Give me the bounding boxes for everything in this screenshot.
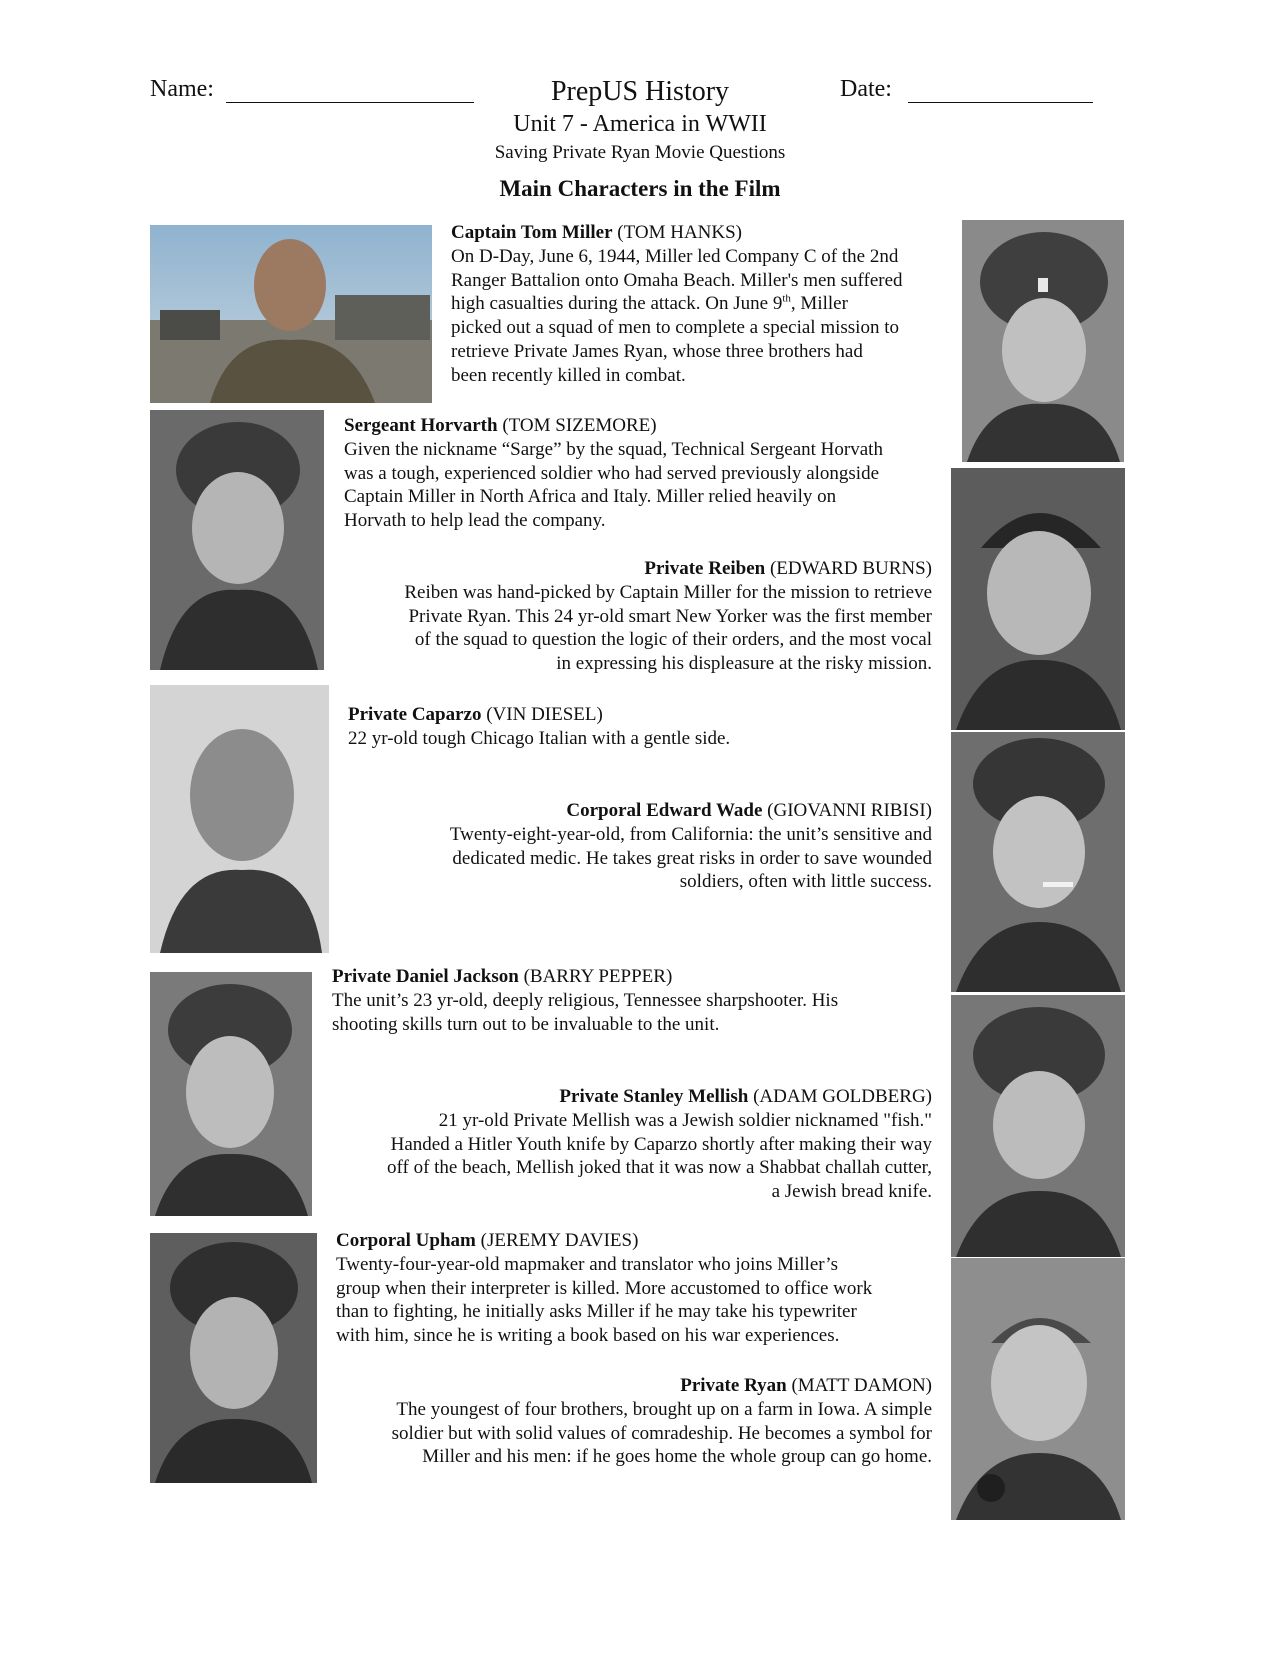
- actor-name: (TOM SIZEMORE): [502, 415, 657, 436]
- bio-line: On D-Day, June 6, 1944, Miller led Company C of the 2nd: [451, 245, 899, 267]
- bio-line: with him, since he is writing a book based on his war experiences.: [336, 1325, 840, 1347]
- character-name: Private Reiben: [644, 558, 766, 579]
- actor-name: (BARRY PEPPER): [523, 966, 673, 987]
- bio-line: Twenty-eight-year-old, from California: the unit’s sensitive and: [449, 823, 932, 845]
- bio-miller: [451, 221, 947, 388]
- photo-upham: [150, 1233, 317, 1483]
- bio-mellish: [330, 1085, 932, 1204]
- bio-line: Captain Miller in North Africa and Italy. Miller relied heavily on: [344, 486, 837, 508]
- photo-miller-beach: [150, 225, 432, 403]
- character-name: Private Stanley Mellish: [559, 1086, 749, 1107]
- date-field: [840, 76, 1093, 103]
- actor-name: (JEREMY DAVIES): [480, 1230, 639, 1251]
- bio-line: group when their interpreter is killed. More accustomed to office work: [336, 1277, 873, 1299]
- unit-title: Unit 7 - America in WWII: [513, 111, 767, 137]
- photo-jackson: [150, 972, 312, 1216]
- bio-line: in expressing his displeasure at the risky mission.: [556, 653, 932, 675]
- character-name: Private Daniel Jackson: [332, 966, 519, 987]
- actor-name: (MATT DAMON): [791, 1375, 932, 1396]
- photo-horvath: [150, 410, 324, 670]
- bio-wade: [340, 799, 932, 894]
- bio-line: Handed a Hitler Youth knife by Caparzo shortly after making their way: [390, 1133, 932, 1155]
- bio-line: Given the nickname “Sarge” by the squad, Technical Sergeant Horvath: [344, 438, 883, 460]
- subtitle: Saving Private Ryan Movie Questions: [494, 142, 786, 163]
- bio-line: off of the beach, Mellish joked that it was now a Shabbat challah cutter,: [387, 1157, 932, 1179]
- bio-line: soldier but with solid values of comradeship. He becomes a symbol for: [391, 1422, 932, 1444]
- bio-line: been recently killed in combat.: [451, 364, 686, 386]
- bio-line: retrieve Private James Ryan, whose three brothers had: [451, 340, 863, 362]
- bio-line: high casualties during the attack. On June 9th, Miller: [451, 293, 848, 315]
- bio-line: picked out a squad of men to complete a special mission to: [451, 317, 899, 339]
- photo-caparzo: [150, 685, 329, 953]
- character-name: Captain Tom Miller: [451, 222, 613, 243]
- date-label: Date:: [840, 76, 892, 102]
- section-title: Main Characters in the Film: [499, 176, 781, 201]
- photo-reiben: [951, 468, 1125, 730]
- bio-jackson: [332, 965, 932, 1036]
- bio-line: The youngest of four brothers, brought up on a farm in Iowa. A simple: [396, 1398, 932, 1420]
- bio-line: 21 yr-old Private Mellish was a Jewish soldier nicknamed "fish.": [438, 1109, 932, 1131]
- character-name: Corporal Edward Wade: [566, 800, 763, 821]
- photo-wade: [951, 732, 1125, 992]
- bio-horvath: [344, 414, 944, 533]
- bio-line: soldiers, often with little success.: [679, 871, 932, 893]
- actor-name: (TOM HANKS): [617, 222, 742, 243]
- bio-line: 22 yr-old tough Chicago Italian with a gentle side.: [348, 727, 731, 749]
- actor-name: (EDWARD BURNS): [769, 558, 932, 579]
- photo-mellish: [951, 995, 1125, 1257]
- name-label: Name:: [150, 76, 214, 102]
- character-name: Sergeant Horvarth: [344, 415, 498, 436]
- bio-line: Reiben was hand-picked by Captain Miller for the mission to retrieve: [404, 581, 932, 603]
- bio-line: Twenty-four-year-old mapmaker and translator who joins Miller’s: [336, 1253, 838, 1275]
- actor-name: (ADAM GOLDBERG): [753, 1086, 932, 1107]
- photo-ryan: [951, 1258, 1125, 1520]
- bio-caparzo: [348, 703, 928, 751]
- character-name: Private Caparzo: [348, 704, 482, 725]
- bio-line: Ranger Battalion onto Omaha Beach. Miller's men suffered: [451, 269, 903, 291]
- bio-reiben: [340, 557, 932, 676]
- date-blank[interactable]: [908, 80, 1093, 103]
- bio-ryan: [330, 1374, 932, 1469]
- character-name: Corporal Upham: [336, 1230, 476, 1251]
- bio-line: was a tough, experienced soldier who had served previously alongside: [344, 462, 880, 484]
- bio-line: Private Ryan. This 24 yr-old smart New Yorker was the first member: [408, 605, 932, 627]
- bio-line: Miller and his men: if he goes home the whole group can go home.: [422, 1446, 932, 1468]
- character-name: Private Ryan: [680, 1375, 787, 1396]
- bio-line: a Jewish bread knife.: [771, 1181, 932, 1203]
- bio-line: Horvath to help lead the company.: [344, 510, 606, 532]
- bio-line: of the squad to question the logic of their orders, and the most vocal: [414, 629, 932, 651]
- bio-line: than to fighting, he initially asks Miller if he may take his typewriter: [336, 1301, 857, 1323]
- actor-name: (GIOVANNI RIBISI): [767, 800, 932, 821]
- bio-line: The unit’s 23 yr-old, deeply religious, Tennessee sharpshooter. His: [332, 989, 839, 1011]
- bio-upham: [336, 1229, 936, 1348]
- actor-name: (VIN DIESEL): [486, 704, 603, 725]
- bio-line: shooting skills turn out to be invaluable to the unit.: [332, 1013, 720, 1035]
- course-title: PrepUS History: [550, 76, 730, 107]
- photo-miller-portrait: [962, 220, 1124, 462]
- bio-line: dedicated medic. He takes great risks in order to save wounded: [452, 847, 932, 869]
